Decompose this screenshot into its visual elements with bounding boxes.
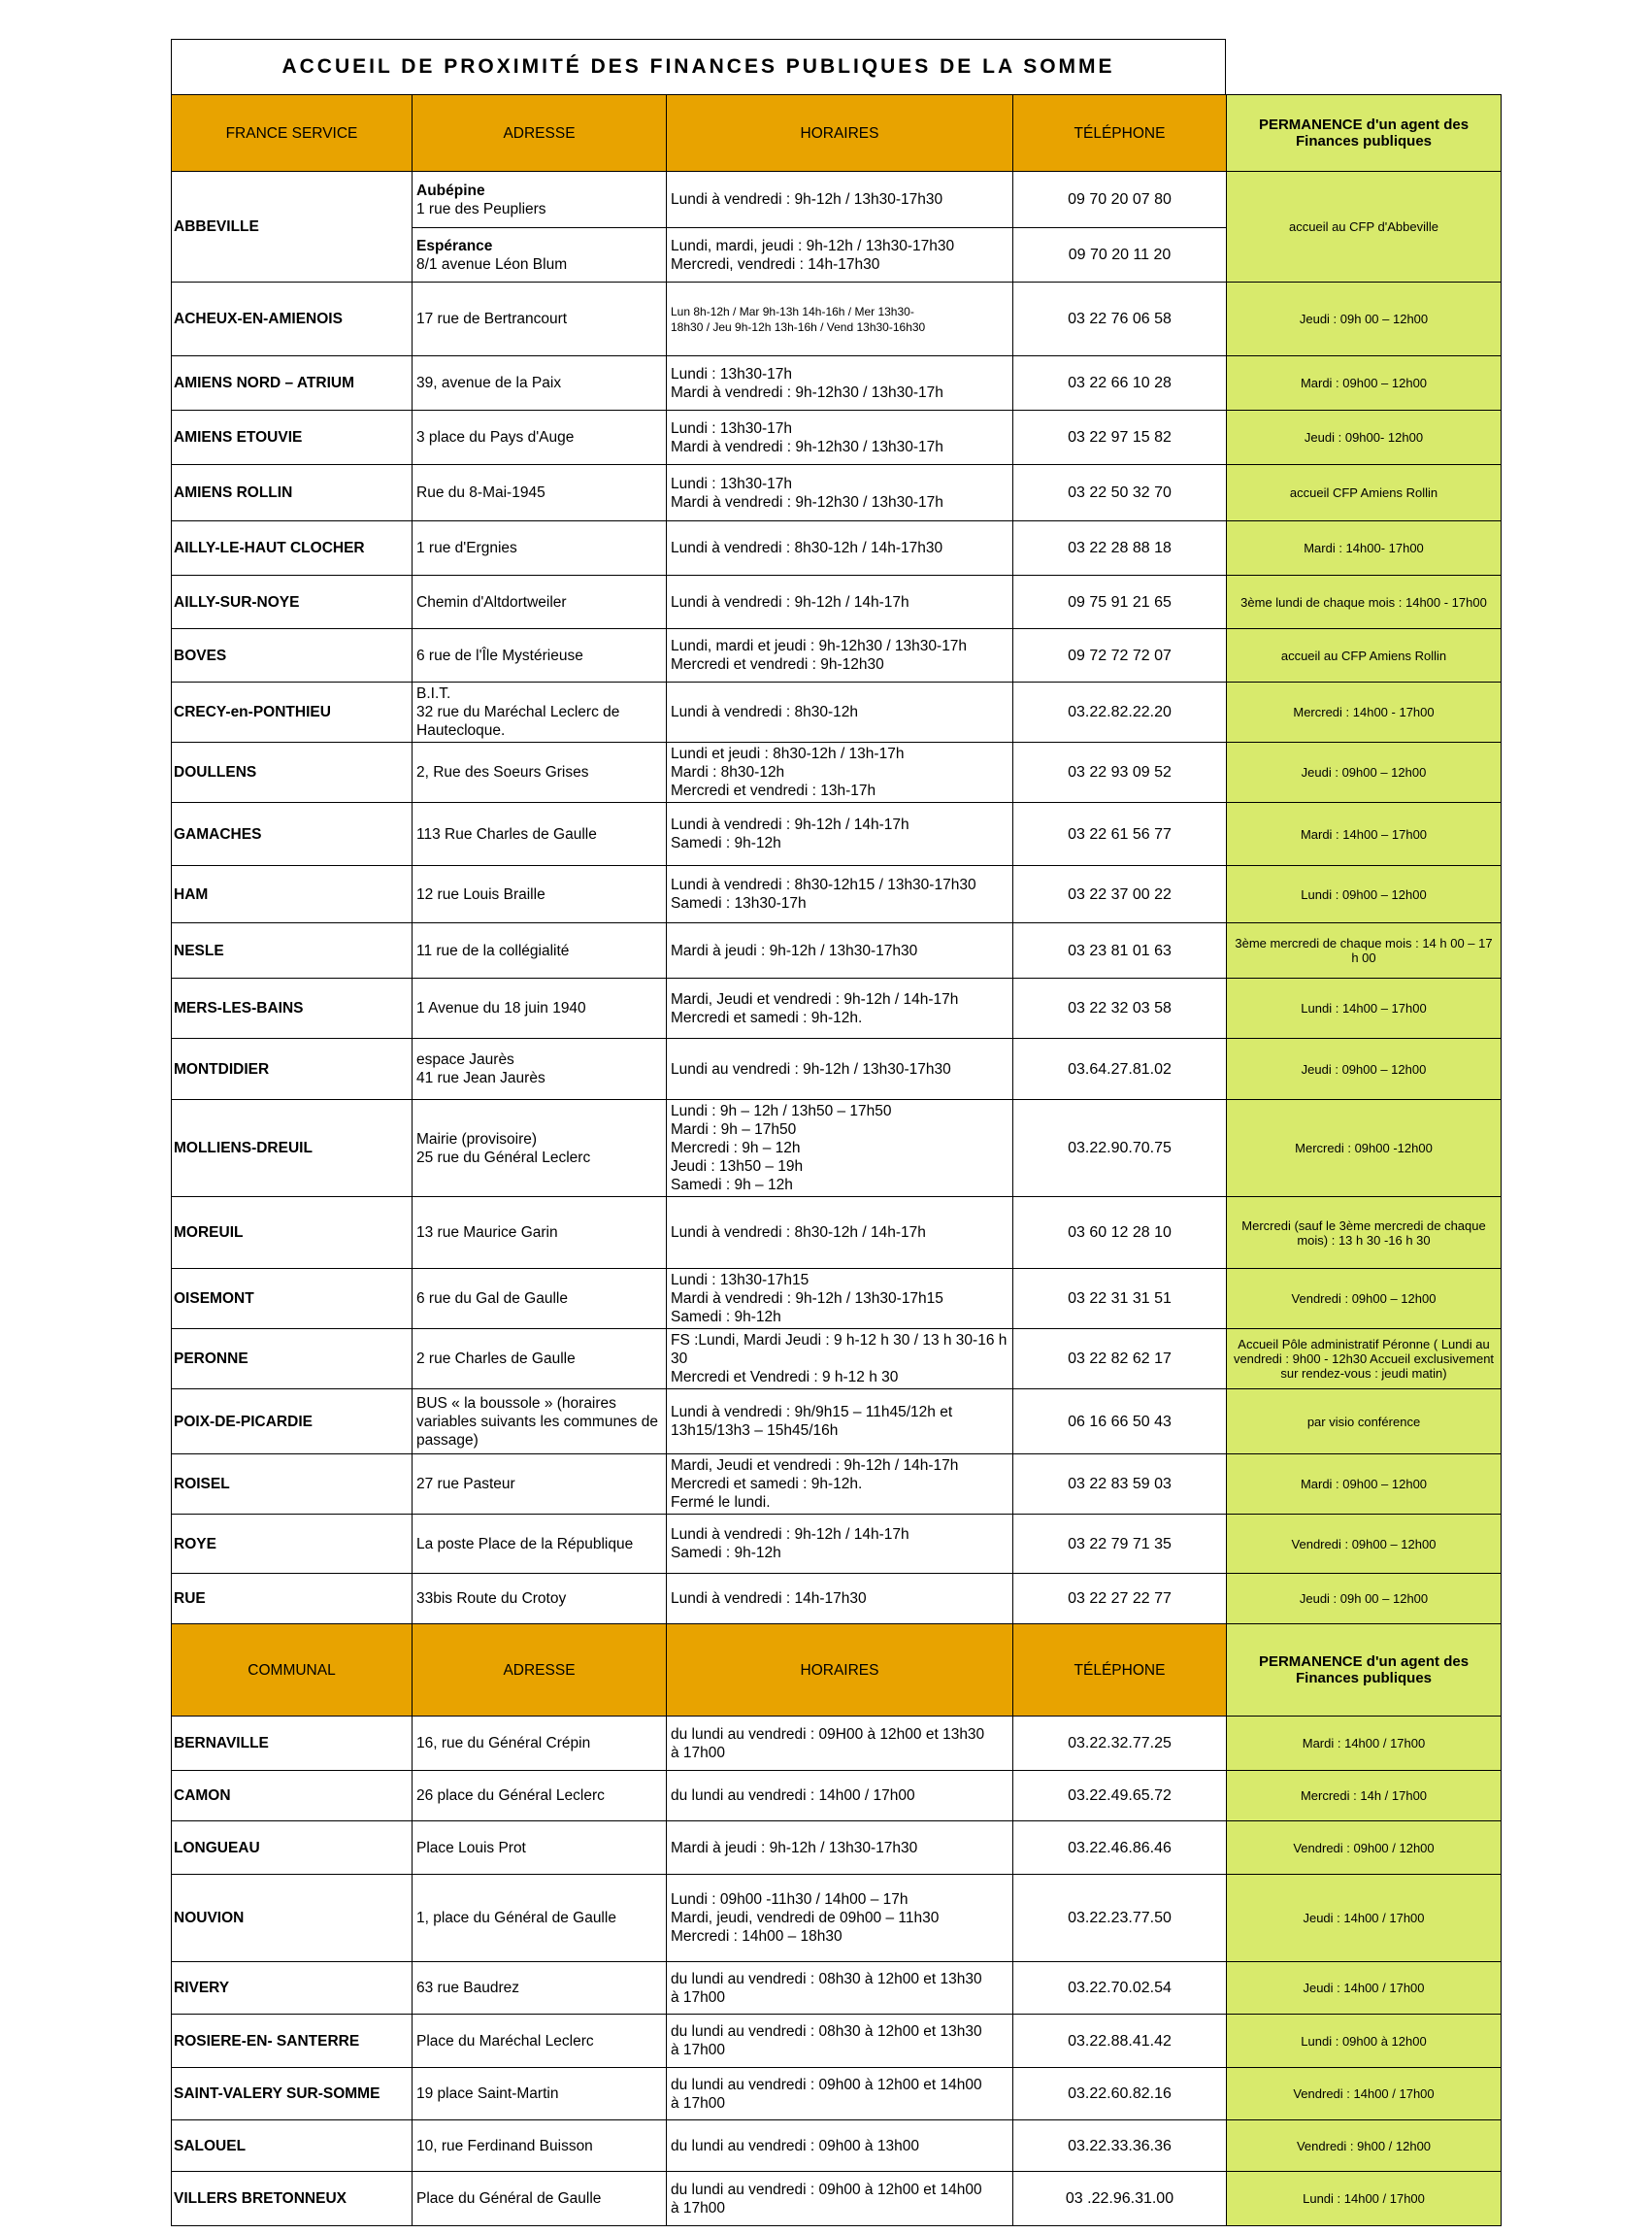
table-row bbox=[172, 803, 1502, 866]
row-adresse: 6 rue de l'Île Mystérieuse bbox=[413, 629, 667, 683]
row-adresse: 26 place du Général Leclerc bbox=[413, 1771, 667, 1821]
row-telephone: 03 22 66 10 28 bbox=[1013, 356, 1227, 411]
row-adresse: Place du Maréchal Leclerc bbox=[413, 2015, 667, 2068]
table-row bbox=[172, 356, 1502, 411]
row-name: MONTDIDIER bbox=[172, 1039, 413, 1100]
table-row bbox=[172, 629, 1502, 683]
row-name: MOREUIL bbox=[172, 1197, 413, 1269]
row-permanence: Mercredi : 14h00 - 17h00 bbox=[1227, 683, 1502, 743]
header-permanence: PERMANENCE d'un agent des Finances publiques bbox=[1227, 95, 1502, 172]
row-horaires: du lundi au vendredi : 09h00 à 12h00 et 14h00 à 17h00 bbox=[667, 2068, 1013, 2120]
row-horaires: Lundi : 13h30-17h Mardi à vendredi : 9h-12h30 / 13h30-17h bbox=[667, 411, 1013, 465]
row-horaires: Lundi au vendredi : 9h-12h / 13h30-17h30 bbox=[667, 1039, 1013, 1100]
row-telephone: 03 22 61 56 77 bbox=[1013, 803, 1227, 866]
row-name: SALOUEL bbox=[172, 2120, 413, 2172]
row-name: HAM bbox=[172, 866, 413, 923]
row-adresse: Chemin d'Altdortweiler bbox=[413, 576, 667, 629]
row-telephone: 09 70 20 07 80 bbox=[1013, 172, 1227, 228]
row-telephone: 03.22.88.41.42 bbox=[1013, 2015, 1227, 2068]
row-name: BERNAVILLE bbox=[172, 1717, 413, 1771]
row-horaires: FS :Lundi, Mardi Jeudi : 9 h-12 h 30 / 13 h 30-16 h 30 Mercredi et Vendredi : 9 h-12 h 30 bbox=[667, 1329, 1013, 1389]
row-adresse bbox=[413, 172, 667, 228]
table-row bbox=[172, 1389, 1502, 1454]
row-horaires: Lundi à vendredi : 9h-12h / 14h-17h bbox=[667, 576, 1013, 629]
row-name: ABBEVILLE bbox=[172, 172, 413, 283]
row-name: NESLE bbox=[172, 923, 413, 979]
row-horaires: du lundi au vendredi : 08h30 à 12h00 et 13h30 à 17h00 bbox=[667, 2015, 1013, 2068]
row-adresse: B.I.T. 32 rue du Maréchal Leclerc de Hautecloque. bbox=[413, 683, 667, 743]
table-row bbox=[172, 2172, 1502, 2226]
row-adresse: Rue du 8-Mai-1945 bbox=[413, 465, 667, 521]
row-name: LONGUEAU bbox=[172, 1821, 413, 1875]
row-adresse: La poste Place de la République bbox=[413, 1515, 667, 1574]
row-horaires: Lundi : 09h00 -11h30 / 14h00 – 17h Mardi, jeudi, vendredi de 09h00 – 11h30 Mercredi : 14h00 – 18h30 bbox=[667, 1875, 1013, 1962]
row-permanence: Jeudi : 14h00 / 17h00 bbox=[1227, 1875, 1502, 1962]
row-horaires: Mardi à jeudi : 9h-12h / 13h30-17h30 bbox=[667, 1821, 1013, 1875]
row-adresse: 27 rue Pasteur bbox=[413, 1454, 667, 1515]
row-adresse: Mairie (provisoire) 25 rue du Général Leclerc bbox=[413, 1100, 667, 1197]
row-adresse: 1 rue d'Ergnies bbox=[413, 521, 667, 576]
table-row bbox=[172, 1329, 1502, 1389]
row-telephone: 03 22 83 59 03 bbox=[1013, 1454, 1227, 1515]
row-permanence: 3ème lundi de chaque mois : 14h00 - 17h00 bbox=[1227, 576, 1502, 629]
table-row bbox=[172, 1821, 1502, 1875]
row-horaires: Lundi, mardi, jeudi : 9h-12h / 13h30-17h30 Mercredi, vendredi : 14h-17h30 bbox=[667, 228, 1013, 283]
row-adresse: BUS « la boussole » (horaires variables suivants les communes de passage) bbox=[413, 1389, 667, 1454]
row-telephone: 03 22 28 88 18 bbox=[1013, 521, 1227, 576]
row-adresse: 113 Rue Charles de Gaulle bbox=[413, 803, 667, 866]
table-row bbox=[172, 465, 1502, 521]
offices-table-body bbox=[172, 95, 1502, 2226]
row-horaires: Lundi à vendredi : 8h30-12h bbox=[667, 683, 1013, 743]
row-adresse: 3 place du Pays d'Auge bbox=[413, 411, 667, 465]
row-permanence: Vendredi : 09h00 / 12h00 bbox=[1227, 1821, 1502, 1875]
row-permanence: accueil au CFP d'Abbeville bbox=[1227, 172, 1502, 283]
row-telephone: 03.22.23.77.50 bbox=[1013, 1875, 1227, 1962]
row-permanence: Jeudi : 09h 00 – 12h00 bbox=[1227, 283, 1502, 356]
table-row bbox=[172, 1717, 1502, 1771]
row-telephone: 03.22.32.77.25 bbox=[1013, 1717, 1227, 1771]
row-permanence: Mardi : 09h00 – 12h00 bbox=[1227, 1454, 1502, 1515]
header-horaires: HORAIRES bbox=[667, 95, 1013, 172]
row-permanence: Accueil Pôle administratif Péronne ( Lundi au vendredi : 9h00 - 12h30 Accueil exclusivement sur rendez-vous : jeudi matin) bbox=[1227, 1329, 1502, 1389]
row-permanence: Mardi : 09h00 – 12h00 bbox=[1227, 356, 1502, 411]
row-telephone: 03 22 31 31 51 bbox=[1013, 1269, 1227, 1329]
row-adresse: 2 rue Charles de Gaulle bbox=[413, 1329, 667, 1389]
row-name: OISEMONT bbox=[172, 1269, 413, 1329]
row-permanence: Lundi : 14h00 / 17h00 bbox=[1227, 2172, 1502, 2226]
row-permanence: Jeudi : 09h00 – 12h00 bbox=[1227, 743, 1502, 803]
row-name: VILLERS BRETONNEUX bbox=[172, 2172, 413, 2226]
table-row bbox=[172, 1039, 1502, 1100]
row-adresse: 17 rue de Bertrancourt bbox=[413, 283, 667, 356]
row-telephone: 03 22 82 62 17 bbox=[1013, 1329, 1227, 1389]
table-row bbox=[172, 1269, 1502, 1329]
row-permanence: accueil CFP Amiens Rollin bbox=[1227, 465, 1502, 521]
row-adresse: 1 Avenue du 18 juin 1940 bbox=[413, 979, 667, 1039]
row-name: DOULLENS bbox=[172, 743, 413, 803]
section2-header-row bbox=[172, 1624, 1502, 1717]
header-horaires: HORAIRES bbox=[667, 1624, 1013, 1717]
row-horaires: Lundi à vendredi : 9h-12h / 14h-17h Samedi : 9h-12h bbox=[667, 1515, 1013, 1574]
site-address: 8/1 avenue Léon Blum bbox=[416, 255, 568, 273]
table-row bbox=[172, 1100, 1502, 1197]
row-telephone: 03 22 27 22 77 bbox=[1013, 1574, 1227, 1624]
table-row bbox=[172, 283, 1502, 356]
row-horaires: Lundi : 13h30-17h Mardi à vendredi : 9h-12h30 / 13h30-17h bbox=[667, 356, 1013, 411]
row-name: RIVERY bbox=[172, 1962, 413, 2015]
row-adresse: 63 rue Baudrez bbox=[413, 1962, 667, 2015]
row-permanence: Mardi : 14h00 – 17h00 bbox=[1227, 803, 1502, 866]
row-horaires: Lun 8h-12h / Mar 9h-13h 14h-16h / Mer 13h30- 18h30 / Jeu 9h-12h 13h-16h / Vend 13h30-16h30 bbox=[667, 283, 1013, 356]
header-permanence: PERMANENCE d'un agent des Finances publiques bbox=[1227, 1624, 1502, 1717]
row-telephone: 06 16 66 50 43 bbox=[1013, 1389, 1227, 1454]
row-adresse: espace Jaurès 41 rue Jean Jaurès bbox=[413, 1039, 667, 1100]
row-horaires: Lundi à vendredi : 8h30-12h / 14h-17h bbox=[667, 1197, 1013, 1269]
row-adresse: 10, rue Ferdinand Buisson bbox=[413, 2120, 667, 2172]
header-name: FRANCE SERVICE bbox=[172, 95, 413, 172]
row-adresse: 39, avenue de la Paix bbox=[413, 356, 667, 411]
row-name: AILLY-SUR-NOYE bbox=[172, 576, 413, 629]
row-adresse: 16, rue du Général Crépin bbox=[413, 1717, 667, 1771]
row-adresse: Place du Général de Gaulle bbox=[413, 2172, 667, 2226]
row-horaires: Lundi, mardi et jeudi : 9h-12h30 / 13h30-17h Mercredi et vendredi : 9h-12h30 bbox=[667, 629, 1013, 683]
row-horaires: du lundi au vendredi : 09H00 à 12h00 et 13h30 à 17h00 bbox=[667, 1717, 1013, 1771]
row-name: GAMACHES bbox=[172, 803, 413, 866]
row-adresse: 6 rue du Gal de Gaulle bbox=[413, 1269, 667, 1329]
table-row bbox=[172, 1962, 1502, 2015]
row-horaires: Lundi à vendredi : 8h30-12h15 / 13h30-17h30 Samedi : 13h30-17h bbox=[667, 866, 1013, 923]
table-row bbox=[172, 1197, 1502, 1269]
row-name: RUE bbox=[172, 1574, 413, 1624]
row-name: AMIENS ETOUVIE bbox=[172, 411, 413, 465]
row-name: ACHEUX-EN-AMIENOIS bbox=[172, 283, 413, 356]
row-horaires: Lundi : 13h30-17h Mardi à vendredi : 9h-12h30 / 13h30-17h bbox=[667, 465, 1013, 521]
row-horaires: Mardi, Jeudi et vendredi : 9h-12h / 14h-17h Mercredi et samedi : 9h-12h. Fermé le lundi. bbox=[667, 1454, 1013, 1515]
row-adresse bbox=[413, 228, 667, 283]
table-row bbox=[172, 2068, 1502, 2120]
row-horaires: Mardi à jeudi : 9h-12h / 13h30-17h30 bbox=[667, 923, 1013, 979]
row-telephone: 03 .22.96.31.00 bbox=[1013, 2172, 1227, 2226]
row-adresse: 13 rue Maurice Garin bbox=[413, 1197, 667, 1269]
row-name: SAINT-VALERY SUR-SOMME bbox=[172, 2068, 413, 2120]
offices-table bbox=[171, 94, 1502, 2226]
row-telephone: 09 72 72 72 07 bbox=[1013, 629, 1227, 683]
row-telephone: 03.22.70.02.54 bbox=[1013, 1962, 1227, 2015]
row-permanence: Lundi : 09h00 à 12h00 bbox=[1227, 2015, 1502, 2068]
row-permanence: Mercredi (sauf le 3ème mercredi de chaque mois) : 13 h 30 -16 h 30 bbox=[1227, 1197, 1502, 1269]
row-horaires: du lundi au vendredi : 08h30 à 12h00 et 13h30 à 17h00 bbox=[667, 1962, 1013, 2015]
header-telephone: TÉLÉPHONE bbox=[1013, 95, 1227, 172]
row-horaires: Lundi à vendredi : 14h-17h30 bbox=[667, 1574, 1013, 1624]
table-row bbox=[172, 1771, 1502, 1821]
row-telephone: 03 60 12 28 10 bbox=[1013, 1197, 1227, 1269]
row-name: AMIENS NORD – ATRIUM bbox=[172, 356, 413, 411]
row-name: PERONNE bbox=[172, 1329, 413, 1389]
row-adresse: 12 rue Louis Braille bbox=[413, 866, 667, 923]
row-telephone: 03.22.46.86.46 bbox=[1013, 1821, 1227, 1875]
row-telephone: 03 22 32 03 58 bbox=[1013, 979, 1227, 1039]
row-name: BOVES bbox=[172, 629, 413, 683]
row-name: CRECY-en-PONTHIEU bbox=[172, 683, 413, 743]
row-adresse: 1, place du Général de Gaulle bbox=[413, 1875, 667, 1962]
row-telephone: 03 22 79 71 35 bbox=[1013, 1515, 1227, 1574]
row-permanence: 3ème mercredi de chaque mois : 14 h 00 – 17 h 00 bbox=[1227, 923, 1502, 979]
table-row bbox=[172, 1515, 1502, 1574]
row-permanence: Lundi : 14h00 – 17h00 bbox=[1227, 979, 1502, 1039]
row-horaires: Lundi : 9h – 12h / 13h50 – 17h50 Mardi : 9h – 17h50 Mercredi : 9h – 12h Jeudi : 13h50 – 19h Samedi : 9h – 12h bbox=[667, 1100, 1013, 1197]
row-horaires: du lundi au vendredi : 09h00 à 13h00 bbox=[667, 2120, 1013, 2172]
row-name: ROISEL bbox=[172, 1454, 413, 1515]
table-row bbox=[172, 411, 1502, 465]
site-label: Espérance bbox=[416, 237, 493, 254]
row-permanence: Jeudi : 09h 00 – 12h00 bbox=[1227, 1574, 1502, 1624]
header-adresse: ADRESSE bbox=[413, 1624, 667, 1717]
row-horaires: Lundi à vendredi : 8h30-12h / 14h-17h30 bbox=[667, 521, 1013, 576]
row-horaires: Lundi et jeudi : 8h30-12h / 13h-17h Mardi : 8h30-12h Mercredi et vendredi : 13h-17h bbox=[667, 743, 1013, 803]
row-telephone: 03 22 37 00 22 bbox=[1013, 866, 1227, 923]
row-permanence: Mercredi : 14h / 17h00 bbox=[1227, 1771, 1502, 1821]
row-name: AILLY-LE-HAUT CLOCHER bbox=[172, 521, 413, 576]
row-permanence: Lundi : 09h00 – 12h00 bbox=[1227, 866, 1502, 923]
page-title: ACCUEIL DE PROXIMITÉ DES FINANCES PUBLIQUES DE LA SOMME bbox=[171, 39, 1226, 94]
table-row bbox=[172, 866, 1502, 923]
row-name: MERS-LES-BAINS bbox=[172, 979, 413, 1039]
table-row bbox=[172, 2015, 1502, 2068]
row-horaires: Mardi, Jeudi et vendredi : 9h-12h / 14h-17h Mercredi et samedi : 9h-12h. bbox=[667, 979, 1013, 1039]
row-permanence: Vendredi : 14h00 / 17h00 bbox=[1227, 2068, 1502, 2120]
row-name: AMIENS ROLLIN bbox=[172, 465, 413, 521]
site-address: 1 rue des Peupliers bbox=[416, 200, 546, 217]
row-permanence: Vendredi : 9h00 / 12h00 bbox=[1227, 2120, 1502, 2172]
document bbox=[171, 39, 1501, 2226]
table-row bbox=[172, 1574, 1502, 1624]
row-permanence: accueil au CFP Amiens Rollin bbox=[1227, 629, 1502, 683]
row-permanence: Mardi : 14h00 / 17h00 bbox=[1227, 1717, 1502, 1771]
row-permanence: par visio conférence bbox=[1227, 1389, 1502, 1454]
row-adresse: 19 place Saint-Martin bbox=[413, 2068, 667, 2120]
row-adresse: 11 rue de la collégialité bbox=[413, 923, 667, 979]
table-row bbox=[172, 1875, 1502, 1962]
row-horaires: du lundi au vendredi : 14h00 / 17h00 bbox=[667, 1771, 1013, 1821]
row-telephone: 03 22 76 06 58 bbox=[1013, 283, 1227, 356]
row-permanence: Mardi : 14h00- 17h00 bbox=[1227, 521, 1502, 576]
row-telephone: 03 22 50 32 70 bbox=[1013, 465, 1227, 521]
row-telephone: 03.22.49.65.72 bbox=[1013, 1771, 1227, 1821]
row-telephone: 03.22.82.22.20 bbox=[1013, 683, 1227, 743]
table-row bbox=[172, 576, 1502, 629]
row-horaires: Lundi : 13h30-17h15 Mardi à vendredi : 9h-12h / 13h30-17h15 Samedi : 9h-12h bbox=[667, 1269, 1013, 1329]
table-row bbox=[172, 2120, 1502, 2172]
row-name: POIX-DE-PICARDIE bbox=[172, 1389, 413, 1454]
row-telephone: 03.64.27.81.02 bbox=[1013, 1039, 1227, 1100]
row-permanence: Vendredi : 09h00 – 12h00 bbox=[1227, 1269, 1502, 1329]
row-name: ROYE bbox=[172, 1515, 413, 1574]
row-telephone: 03.22.90.70.75 bbox=[1013, 1100, 1227, 1197]
row-permanence: Jeudi : 09h00- 12h00 bbox=[1227, 411, 1502, 465]
table-row-abbeville-1 bbox=[172, 172, 1502, 228]
row-adresse: 2, Rue des Soeurs Grises bbox=[413, 743, 667, 803]
row-permanence: Mercredi : 09h00 -12h00 bbox=[1227, 1100, 1502, 1197]
row-telephone: 09 70 20 11 20 bbox=[1013, 228, 1227, 283]
row-horaires: Lundi à vendredi : 9h-12h / 14h-17h Samedi : 9h-12h bbox=[667, 803, 1013, 866]
row-telephone: 09 75 91 21 65 bbox=[1013, 576, 1227, 629]
table-row bbox=[172, 683, 1502, 743]
row-name: ROSIERE-EN- SANTERRE bbox=[172, 2015, 413, 2068]
row-telephone: 03 22 97 15 82 bbox=[1013, 411, 1227, 465]
table-row bbox=[172, 521, 1502, 576]
row-telephone: 03.22.60.82.16 bbox=[1013, 2068, 1227, 2120]
row-permanence: Jeudi : 14h00 / 17h00 bbox=[1227, 1962, 1502, 2015]
header-telephone: TÉLÉPHONE bbox=[1013, 1624, 1227, 1717]
row-name: CAMON bbox=[172, 1771, 413, 1821]
section1-header-row bbox=[172, 95, 1502, 172]
row-telephone: 03.22.33.36.36 bbox=[1013, 2120, 1227, 2172]
row-telephone: 03 22 93 09 52 bbox=[1013, 743, 1227, 803]
table-row bbox=[172, 923, 1502, 979]
header-adresse: ADRESSE bbox=[413, 95, 667, 172]
row-name: NOUVION bbox=[172, 1875, 413, 1962]
row-permanence: Jeudi : 09h00 – 12h00 bbox=[1227, 1039, 1502, 1100]
site-label: Aubépine bbox=[416, 182, 485, 199]
row-adresse: 33bis Route du Crotoy bbox=[413, 1574, 667, 1624]
row-adresse: Place Louis Prot bbox=[413, 1821, 667, 1875]
row-horaires: du lundi au vendredi : 09h00 à 12h00 et 14h00 à 17h00 bbox=[667, 2172, 1013, 2226]
table-row bbox=[172, 979, 1502, 1039]
row-telephone: 03 23 81 01 63 bbox=[1013, 923, 1227, 979]
row-name: MOLLIENS-DREUIL bbox=[172, 1100, 413, 1197]
row-horaires: Lundi à vendredi : 9h/9h15 – 11h45/12h et 13h15/13h3 – 15h45/16h bbox=[667, 1389, 1013, 1454]
row-horaires: Lundi à vendredi : 9h-12h / 13h30-17h30 bbox=[667, 172, 1013, 228]
header-name: COMMUNAL bbox=[172, 1624, 413, 1717]
table-row bbox=[172, 1454, 1502, 1515]
row-permanence: Vendredi : 09h00 – 12h00 bbox=[1227, 1515, 1502, 1574]
table-row bbox=[172, 743, 1502, 803]
